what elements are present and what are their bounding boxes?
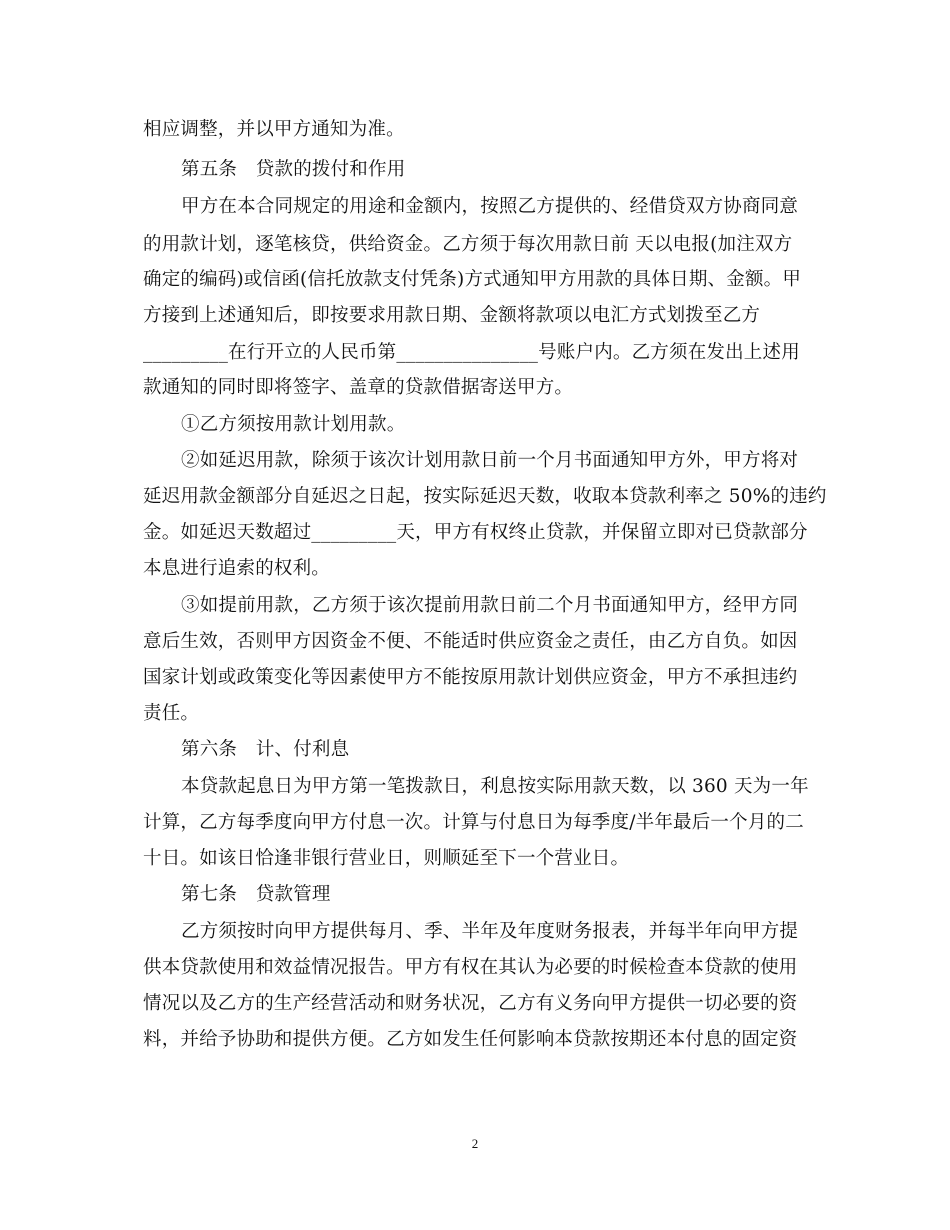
section-heading-7: 第七条 贷款管理 [181, 884, 331, 905]
paragraph-line: 十日。如该日恰逢非银行营业日，则顺延至下一个营业日。 [143, 848, 630, 869]
page-number: 2 [471, 1136, 479, 1151]
list-item: ③如提前用款，乙方须于该次提前用款日前二个月书面通知甲方，经甲方同 [181, 595, 799, 616]
paragraph-line: 确定的编码)或信函(信托放款支付凭条)方式通知甲方用款的具体日期、金额。甲 [143, 269, 802, 290]
list-item: ②如延迟用款，除须于该次计划用款日前一个月书面通知甲方外，甲方将对 [181, 450, 799, 471]
paragraph-line: 本息进行追索的权利。 [143, 558, 331, 579]
paragraph-line: 方接到上述通知后，即按要求用款日期、金额将款项以电汇方式划拨至乙方 [143, 305, 761, 326]
paragraph-line: 意后生效，否则甲方因资金不便、不能适时供应资金之责任，由乙方自负。如因 [143, 631, 798, 652]
paragraph-line: _________在行开立的人民币第_______________号账户内。乙方须在发出上述用 [143, 342, 800, 363]
paragraph-line: 的用款计划，逐笔核贷，供给资金。乙方须于每次用款日前 天以电报(加注双方 [143, 234, 793, 255]
paragraph-line: 国家计划或政策变化等因素使甲方不能按原用款计划供应资金，甲方不承担违约 [143, 667, 798, 688]
section-heading-5: 第五条 贷款的拨付和作用 [181, 159, 406, 180]
paragraph-line: 甲方在本合同规定的用途和金额内，按照乙方提供的、经借贷双方协商同意 [181, 196, 799, 217]
paragraph-line: 本贷款起息日为甲方第一笔拨款日，利息按实际用款天数，以 360 天为一年 [181, 776, 809, 797]
list-item: ①乙方须按用款计划用款。 [181, 414, 406, 435]
paragraph-line: 责任。 [143, 703, 200, 724]
paragraph-line: 料，并给予协助和提供方便。乙方如发生任何影响本贷款按期还本付息的固定资 [143, 1029, 798, 1050]
paragraph-line: 情况以及乙方的生产经营活动和财务状况，乙方有义务向甲方提供一切必要的资 [143, 993, 798, 1014]
section-heading-6: 第六条 计、付利息 [181, 739, 350, 760]
paragraph-line: 延迟用款金额部分自延迟之日起，按实际延迟天数，收取本贷款利率之 50%的违约 [143, 486, 827, 507]
paragraph-line: 计算，乙方每季度向甲方付息一次。计算与付息日为每季度/半年最后一个月的二 [143, 812, 804, 833]
paragraph-line: 相应调整，并以甲方通知为准。 [143, 119, 405, 140]
paragraph-line: 乙方须按时向甲方提供每月、季、半年及年度财务报表，并每半年向甲方提 [181, 921, 799, 942]
paragraph-line: 供本贷款使用和效益情况报告。甲方有权在其认为必要的时候检查本贷款的使用 [143, 957, 798, 978]
paragraph-line: 金。如延迟天数超过_________天，甲方有权终止贷款，并保留立即对已贷款部分 [143, 522, 808, 543]
paragraph-line: 款通知的同时即将签字、盖章的贷款借据寄送甲方。 [143, 377, 574, 398]
